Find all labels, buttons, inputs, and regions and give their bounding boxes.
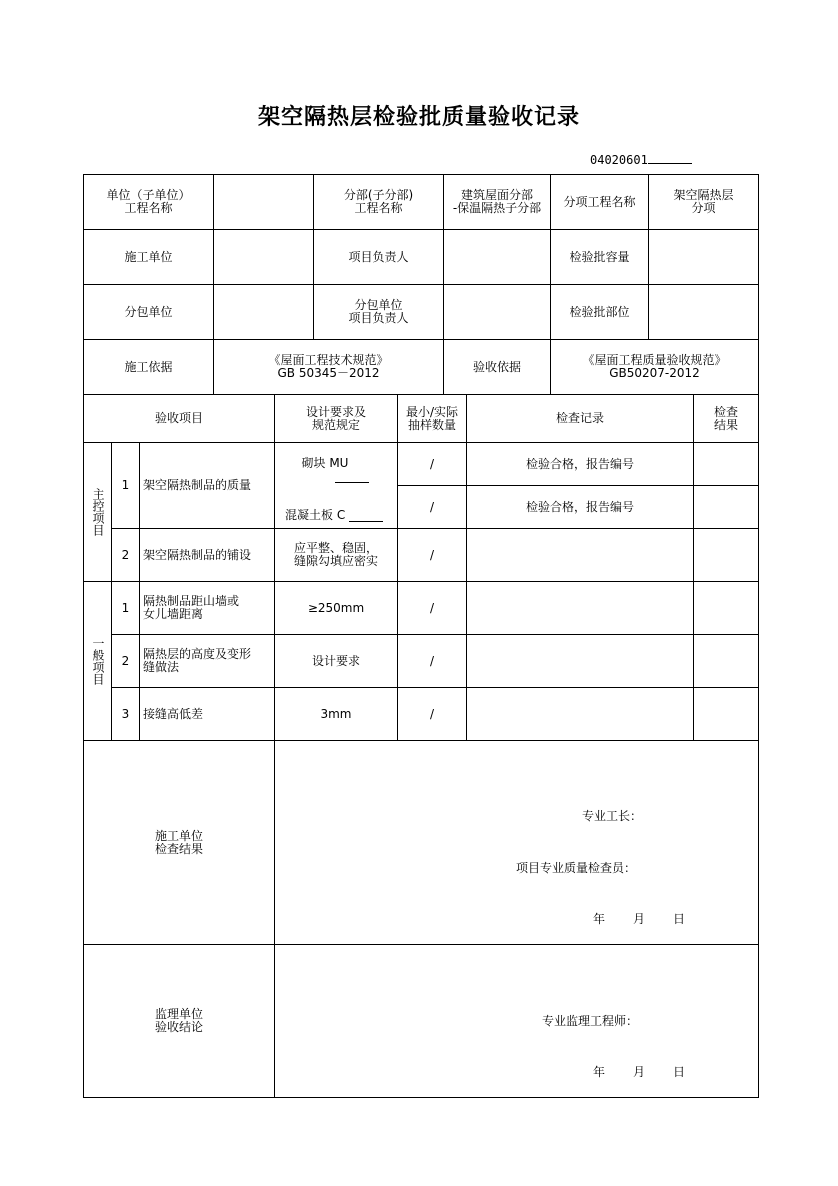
subitem-value[interactable]: 架空隔热层 分项 bbox=[649, 175, 759, 230]
contractor-value[interactable] bbox=[214, 230, 314, 285]
contractor-check-area[interactable] bbox=[275, 741, 759, 945]
form-code-number: 04020601 bbox=[590, 153, 648, 167]
location-label: 检验批部位 bbox=[551, 285, 649, 340]
subitem-label: 分项工程名称 bbox=[551, 175, 649, 230]
block-design-label: 砌块 MU bbox=[301, 456, 349, 470]
main-item-1a-sample: / bbox=[398, 443, 467, 486]
main-item-1a-record[interactable]: 检验合格，报告编号 bbox=[467, 443, 694, 486]
page-title: 架空隔热层检验批质量验收记录 bbox=[257, 104, 580, 130]
division-label: 分部(子分部) 工程名称 bbox=[314, 175, 444, 230]
general-item-3-record[interactable] bbox=[467, 688, 694, 741]
main-items-label: 主控项目 bbox=[84, 443, 112, 582]
general-item-1-name: 隔热制品距山墙或 女儿墙距离 bbox=[140, 582, 275, 635]
main-item-1-no: 1 bbox=[112, 443, 140, 529]
supervisor-date-year: 年 bbox=[593, 1065, 606, 1079]
general-item-2-name: 隔热层的高度及变形 缝做法 bbox=[140, 635, 275, 688]
unit-label: 单位（子单位） 工程名称 bbox=[84, 175, 214, 230]
main-item-1a-result[interactable] bbox=[694, 443, 759, 486]
general-item-3-sample: / bbox=[398, 688, 467, 741]
main-item-1-design bbox=[275, 443, 398, 529]
block-design bbox=[281, 457, 369, 483]
capacity-label: 检验批容量 bbox=[551, 230, 649, 285]
general-item-1-record[interactable] bbox=[467, 582, 694, 635]
main-item-1b-result[interactable] bbox=[694, 486, 759, 529]
basis-value[interactable]: 《屋面工程技术规范》 GB 50345－2012 bbox=[214, 340, 444, 395]
slab-grade-blank[interactable] bbox=[349, 509, 383, 522]
col-item: 验收项目 bbox=[84, 395, 275, 443]
contractor-date-month: 月 bbox=[633, 912, 646, 926]
general-item-3-no: 3 bbox=[112, 688, 140, 741]
general-item-1-result[interactable] bbox=[694, 582, 759, 635]
supervisor-date-month: 月 bbox=[633, 1065, 646, 1079]
general-items-label: 一般项目 bbox=[84, 582, 112, 741]
items-table bbox=[83, 394, 759, 1098]
general-item-1-no: 1 bbox=[112, 582, 140, 635]
main-item-2-sample: / bbox=[398, 529, 467, 582]
engineer-label: 专业监理工程师： bbox=[542, 1014, 639, 1028]
col-result: 检查 结果 bbox=[694, 395, 759, 443]
col-sample: 最小/实际 抽样数量 bbox=[398, 395, 467, 443]
slab-design-label: 混凝土板 C bbox=[285, 508, 346, 522]
subcontractor-label: 分包单位 bbox=[84, 285, 214, 340]
block-grade-blank[interactable] bbox=[335, 470, 369, 483]
main-item-1-name: 架空隔热制品的质量 bbox=[140, 443, 275, 529]
inspector-label: 项目专业质量检查员： bbox=[516, 861, 637, 875]
acceptance-basis-value[interactable]: 《屋面工程质量验收规范》 GB50207-2012 bbox=[551, 340, 759, 395]
contractor-label: 施工单位 bbox=[84, 230, 214, 285]
subcontractor-value[interactable] bbox=[214, 285, 314, 340]
general-item-2-sample: / bbox=[398, 635, 467, 688]
pm-value[interactable] bbox=[444, 230, 551, 285]
general-item-3-result[interactable] bbox=[694, 688, 759, 741]
general-item-1-design: ≥250mm bbox=[275, 582, 398, 635]
main-item-2-no: 2 bbox=[112, 529, 140, 582]
main-item-2-design: 应平整、稳固， 缝隙勾填应密实 bbox=[275, 529, 398, 582]
contractor-date-day: 日 bbox=[673, 912, 686, 926]
header-table bbox=[83, 174, 759, 395]
general-item-3-name: 接缝高低差 bbox=[140, 688, 275, 741]
basis-label: 施工依据 bbox=[84, 340, 214, 395]
col-record: 检查记录 bbox=[467, 395, 694, 443]
form-code-underline bbox=[648, 152, 692, 164]
supervisor-date-day: 日 bbox=[673, 1065, 686, 1079]
contractor-date bbox=[593, 913, 685, 926]
unit-value[interactable] bbox=[214, 175, 314, 230]
general-item-2-record[interactable] bbox=[467, 635, 694, 688]
division-value[interactable]: 建筑屋面分部 -保温隔热子分部 bbox=[444, 175, 551, 230]
supervisor-check-area[interactable] bbox=[275, 945, 759, 1098]
contractor-date-year: 年 bbox=[593, 912, 606, 926]
main-item-2-name: 架空隔热制品的铺设 bbox=[140, 529, 275, 582]
acceptance-basis-label: 验收依据 bbox=[444, 340, 551, 395]
sub-pm-label: 分包单位 项目负责人 bbox=[314, 285, 444, 340]
main-item-1b-record[interactable]: 检验合格，报告编号 bbox=[467, 486, 694, 529]
sub-pm-value[interactable] bbox=[444, 285, 551, 340]
general-item-1-sample: / bbox=[398, 582, 467, 635]
main-item-1b-sample: / bbox=[398, 486, 467, 529]
foreman-label: 专业工长： bbox=[582, 809, 643, 823]
form-code bbox=[590, 152, 692, 167]
slab-design bbox=[285, 509, 383, 522]
general-item-2-design: 设计要求 bbox=[275, 635, 398, 688]
capacity-value[interactable] bbox=[649, 230, 759, 285]
general-item-2-no: 2 bbox=[112, 635, 140, 688]
contractor-check-label: 施工单位 检查结果 bbox=[84, 741, 275, 945]
general-item-3-design: 3mm bbox=[275, 688, 398, 741]
location-value[interactable] bbox=[649, 285, 759, 340]
main-item-2-result[interactable] bbox=[694, 529, 759, 582]
col-design: 设计要求及 规范规定 bbox=[275, 395, 398, 443]
general-item-2-result[interactable] bbox=[694, 635, 759, 688]
supervisor-date bbox=[593, 1066, 685, 1079]
supervisor-check-label: 监理单位 验收结论 bbox=[84, 945, 275, 1098]
main-item-2-record[interactable] bbox=[467, 529, 694, 582]
pm-label: 项目负责人 bbox=[314, 230, 444, 285]
